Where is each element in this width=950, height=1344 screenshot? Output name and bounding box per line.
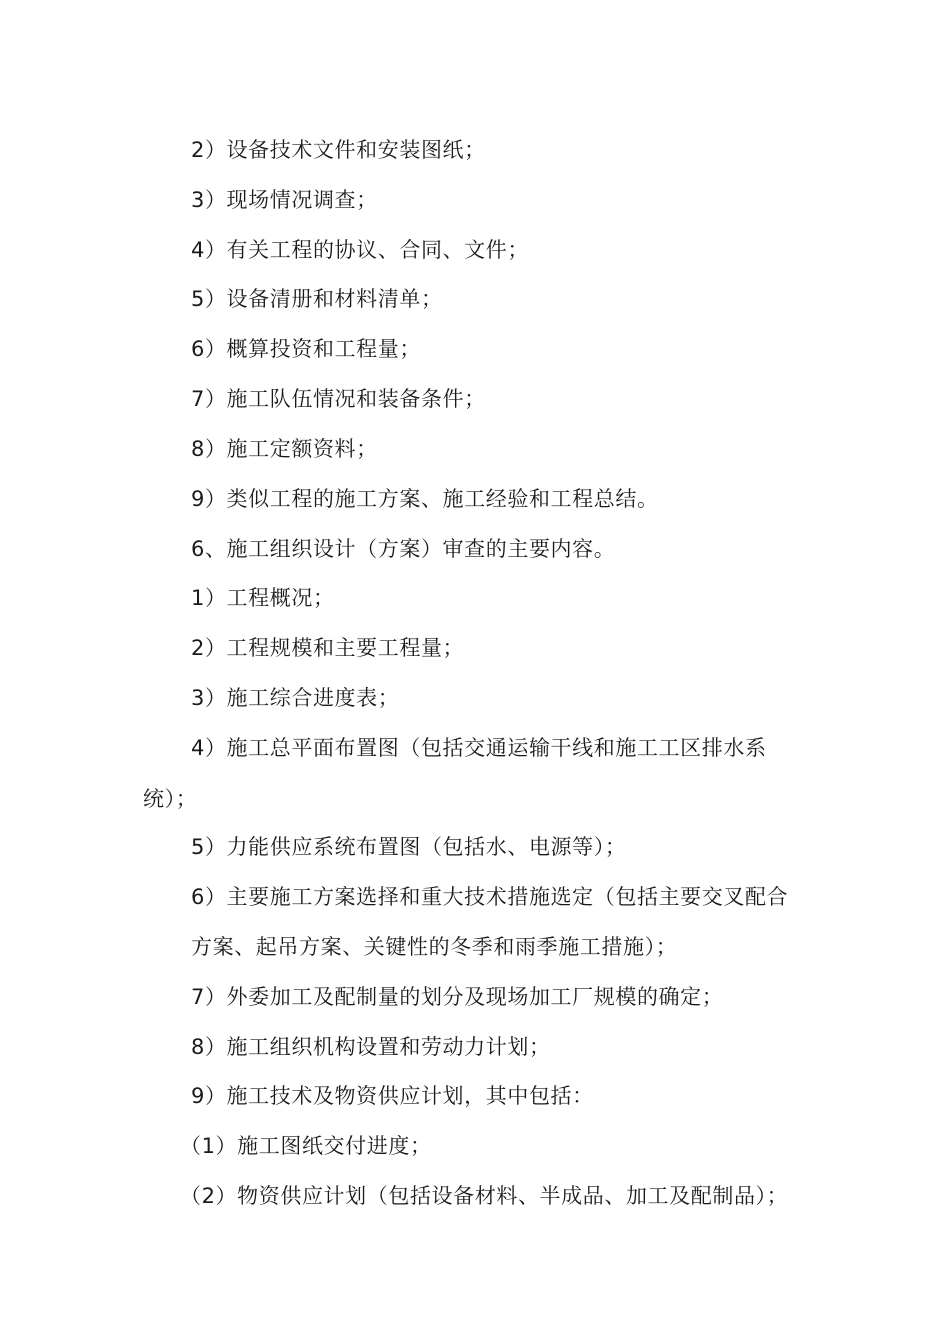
text-line: 9）施工技术及物资供应计划，其中包括： bbox=[191, 1084, 594, 1108]
text-line: 2）设备技术文件和安装图纸； bbox=[191, 138, 486, 162]
text-line: 6）概算投资和工程量； bbox=[191, 337, 421, 361]
text-line: 8）施工组织机构设置和劳动力计划； bbox=[191, 1035, 551, 1059]
text-line: 4）有关工程的协议、合同、文件； bbox=[191, 238, 529, 262]
text-line: 2）工程规模和主要工程量； bbox=[191, 636, 465, 660]
text-line: 1）工程概况； bbox=[191, 586, 335, 610]
text-line: 4）施工总平面布置图（包括交通运输干线和施工工区排水系 bbox=[191, 736, 767, 760]
text-line: 5）力能供应系统布置图（包括水、电源等）； bbox=[191, 835, 627, 859]
text-line-continuation: 统）； bbox=[143, 787, 198, 811]
text-line: 5）设备清册和材料清单； bbox=[191, 287, 443, 311]
text-line-continuation: 方案、起吊方案、关键性的冬季和雨季施工措施）； bbox=[191, 935, 678, 959]
text-line: 6）主要施工方案选择和重大技术措施选定（包括主要交叉配合 bbox=[191, 885, 789, 909]
sub-item-line: （2）物资供应计划（包括设备材料、半成品、加工及配制品）； bbox=[180, 1184, 789, 1208]
text-line: 3）现场情况调查； bbox=[191, 188, 378, 212]
text-line: 7）施工队伍情况和装备条件； bbox=[191, 387, 486, 411]
section-heading: 6、施工组织设计（方案）审查的主要内容。 bbox=[191, 537, 616, 561]
text-line: 3）施工综合进度表； bbox=[191, 686, 400, 710]
text-line: 9）类似工程的施工方案、施工经验和工程总结。 bbox=[191, 487, 659, 511]
sub-item-line: （1）施工图纸交付进度； bbox=[180, 1134, 432, 1158]
text-line: 7）外委加工及配制量的划分及现场加工厂规模的确定； bbox=[191, 985, 724, 1009]
text-line: 8）施工定额资料； bbox=[191, 437, 378, 461]
